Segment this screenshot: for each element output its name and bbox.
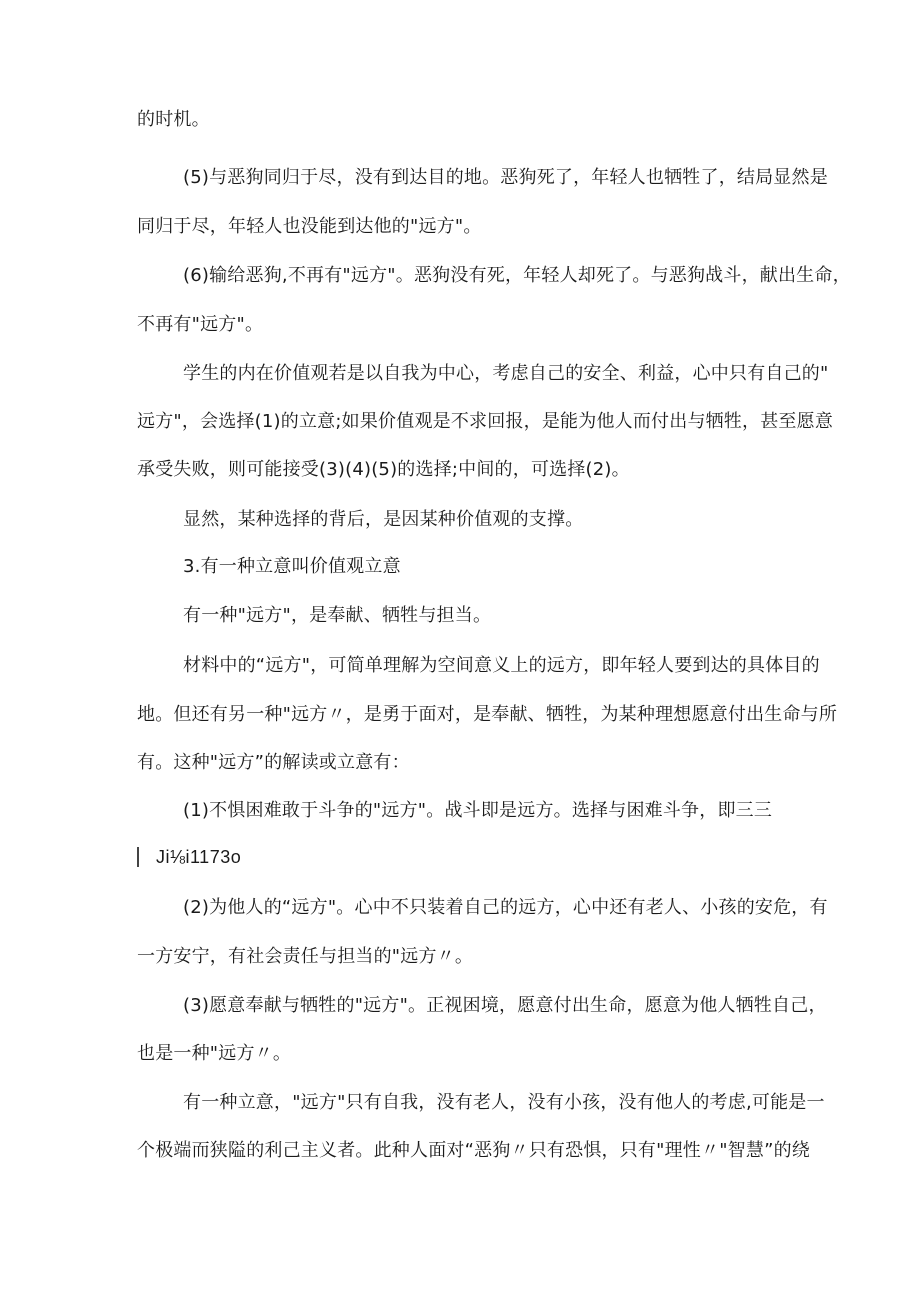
text-line-7: 远方"，会选择(1)的立意;如果价值观是不求回报，是能为他人而付出与牺牲，甚至愿意 [137,411,834,432]
text-line-14: 有。这种"远方”的解读或立意有： [137,752,410,773]
garbled-text-line: Ji⅛i1173o [156,847,242,867]
text-line-4: (6)输给恶狗,不再有"远方"。恶狗没有死，年轻人却死了。与恶狗战斗，献出生命， [183,265,851,286]
section-heading: 3.有一种立意叫价值观立意 [183,556,401,577]
text-line-9: 显然，某种选择的背后，是因某种价值观的支撑。 [183,509,584,530]
text-line-3: 同归于尽，年轻人也没能到达他的"远方"。 [137,216,482,237]
text-line-1: 的时机。 [137,109,210,130]
text-line-2: (5)与恶狗同归于尽，没有到达目的地。恶狗死了，年轻人也牺牲了，结局显然是 [183,167,828,188]
text-line-17: (2)为他人的“远方"。心中不只装着自己的远方，心中还有老人、小孩的安危，有 [183,897,828,918]
text-line-12: 材料中的“远方"，可简单理解为空间意义上的远方，即年轻人要到达的具体目的 [183,655,820,676]
text-line-8: 承受失败，则可能接受(3)(4)(5)的选择;中间的，可选择(2)。 [137,459,630,480]
vertical-bar-mark [137,847,139,867]
text-line-15: (1)不惧困难敢于斗争的"远方"。战斗即是远方。选择与困难斗争，即三三 [183,800,773,821]
text-line-13: 地。但还有另一种"远方〃，是勇于面对，是奉献、牺牲，为某种理想愿意付出生命与所 [137,704,838,725]
text-line-11: 有一种"远方"，是奉献、牺牲与担当。 [183,605,492,626]
text-line-5: 不再有"远方"。 [137,314,264,335]
text-line-19: (3)愿意奉献与牺牲的"远方"。正视困境，愿意付出生命，愿意为他人牺牲自己， [183,995,827,1016]
text-line-20: 也是一种"远方〃。 [137,1043,292,1064]
text-line-6: 学生的内在价值观若是以自我为中心，考虑自己的安全、利益，心中只有自己的" [183,363,829,384]
text-line-22: 个极端而狭隘的利己主义者。此种人面对“恶狗〃只有恐惧，只有"理性〃"智慧”的绕 [137,1140,811,1161]
text-line-21: 有一种立意，"远方"只有自我，没有老人，没有小孩，没有他人的考虑,可能是一 [183,1092,825,1113]
text-line-18: 一方安宁，有社会责任与担当的"远方〃。 [137,946,474,967]
